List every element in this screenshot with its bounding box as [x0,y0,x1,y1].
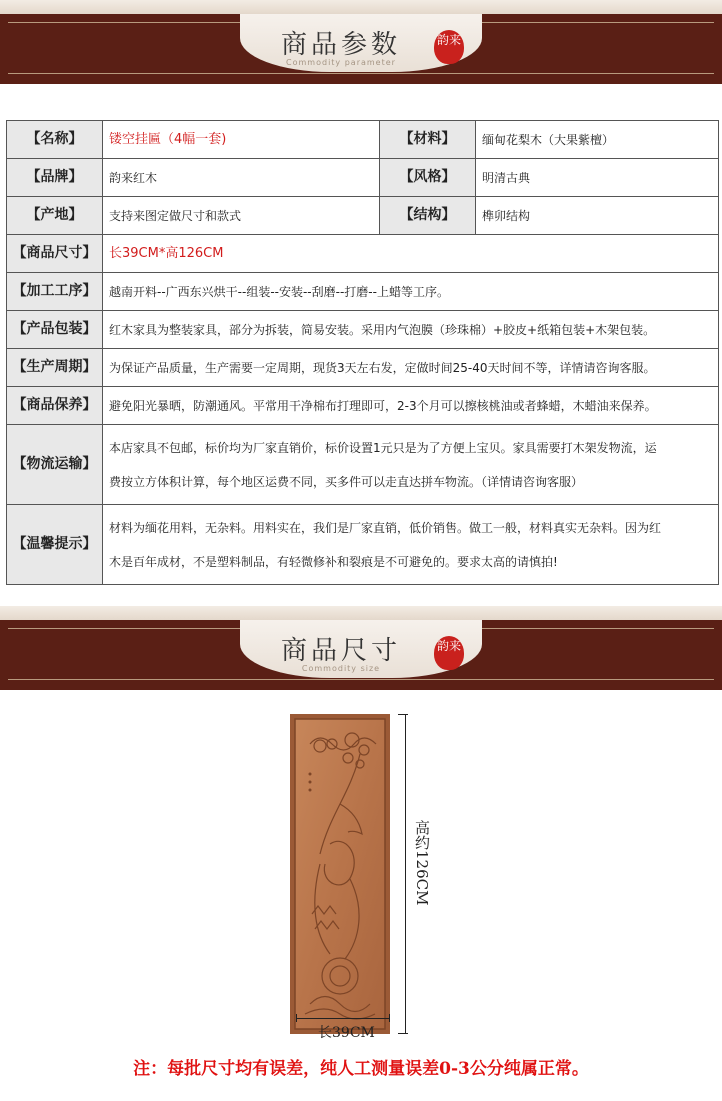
structure-value: 榫卯结构 [476,197,719,235]
brand-label: 【品牌】 [7,159,103,197]
table-row [7,197,719,235]
banner-subtitle: Commodity size [301,664,381,673]
care-label: 【商品保养】 [7,387,103,425]
material-value: 缅甸花梨木（大果紫檀） [476,121,719,159]
style-label: 【风格】 [380,159,476,197]
table-row [7,235,719,273]
tips-line-2: 木是百年成材，不是塑料制品，有轻微修补和裂痕是不可避免的。要求太高的请慎拍! [109,554,558,569]
width-label: 长39CM [318,1025,375,1041]
banner-commodity-parameter [0,0,722,84]
table-row [7,425,719,505]
parameter-table [6,120,719,585]
banner-title-panel [240,14,482,72]
width-dimension-line [296,1018,390,1019]
logistics-label: 【物流运输】 [7,425,103,505]
table-row [7,311,719,349]
banner-title-panel [240,620,482,678]
care-value: 避免阳光暴晒，防潮通风。平常用干净棉布打理即可，2-3个月可以擦核桃油或者蜂蜡，木蜡油来保养。 [103,387,719,425]
name-label: 【名称】 [7,121,103,159]
height-dimension-cap [398,714,408,715]
height-dimension-line [405,714,406,1034]
table-row [7,505,719,585]
banner-title: 商品尺寸 [280,636,401,666]
size-value: 长39CM*高126CM [103,235,719,273]
carved-panel-illustration [290,714,390,1034]
table-row [7,387,719,425]
cycle-value: 为保证产品质量，生产需要一定周期，现货3天左右发，定做时间25-40天时间不等，详情请咨询客服。 [103,349,719,387]
table-row [7,159,719,197]
logistics-value [103,425,719,505]
tips-value [103,505,719,585]
tips-label: 【温馨提示】 [7,505,103,585]
name-value: 镂空挂匾（4幅一套) [103,121,380,159]
process-label: 【加工工序】 [7,273,103,311]
size-label: 【商品尺寸】 [7,235,103,273]
package-label: 【产品包装】 [7,311,103,349]
measurement-note: 注：每批尺寸均有误差，纯人工测量误差0-3公分纯属正常。 [133,1059,589,1079]
style-value: 明清古典 [476,159,719,197]
seal-logo: 韵来 [434,636,464,670]
height-label: 高约126CM [413,820,431,906]
package-value: 红木家具为整装家具，部分为拆装，简易安装。采用内气泡膜（珍珠棉）+胶皮+纸箱包装+木架包装。 [103,311,719,349]
table-row [7,349,719,387]
banner-subtitle: Commodity parameter [286,58,396,67]
table-row [7,273,719,311]
cycle-label: 【生产周期】 [7,349,103,387]
origin-value: 支持来图定做尺寸和款式 [103,197,380,235]
height-dimension-cap [398,1033,408,1034]
logistics-line-2: 费按立方体积计算，每个地区运费不同，买多件可以走直达拼车物流。（详情请咨询客服） [109,474,584,489]
tips-line-1: 材料为缅花用料，无杂料。用料实在，我们是厂家直销，低价销售。做工一般，材料真实无杂料。因为红 [109,520,662,535]
banner-title: 商品参数 [280,30,401,60]
banner-commodity-size [0,606,722,690]
process-value: 越南开料--广西东兴烘干--组装--安装--刮磨--打磨--上蜡等工序。 [103,273,719,311]
material-label: 【材料】 [380,121,476,159]
width-dimension-tick [389,1014,390,1022]
table-row [7,121,719,159]
logistics-line-1: 本店家具不包邮，标价均为厂家直销价，标价设置1元只是为了方便上宝贝。家具需要打木架发物流，运 [109,440,657,455]
seal-logo: 韵来 [434,30,464,64]
carved-panel-image [290,714,390,1034]
origin-label: 【产地】 [7,197,103,235]
width-dimension-tick [296,1014,297,1022]
brand-value: 韵来红木 [103,159,380,197]
structure-label: 【结构】 [380,197,476,235]
